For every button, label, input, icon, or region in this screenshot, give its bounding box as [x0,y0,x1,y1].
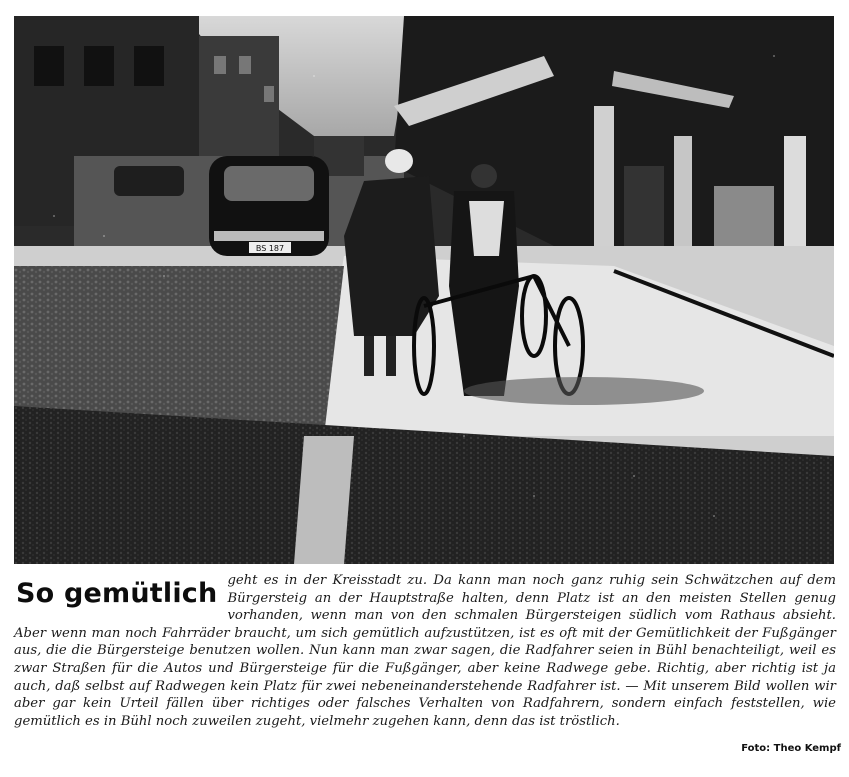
license-plate: BS 187 [255,244,285,253]
caption-body: geht es in der Kreisstadt zu. Da kann man noch ganz ruhig sein Schwätzchen auf dem Bürgersteig an der Hauptstraße halten, denn Platz ist an den meisten Stellen genug vorhanden, wenn man von den schmalen Bürgersteigen südlich vom Rathaus absieht. Aber wenn man noch Fahrräder braucht, um sich gemütlich aufzustützen, ist es oft mit der Gemütlichkeit der Fußgänger aus, die die Bürgersteige benutzen wollen. Nun kann man zwar sagen, die Radfahrer seien in Bühl benachteiligt, weil es zwar Straßen für die Autos und Bürgersteige für die Fußgänger, aber keine Radwege gebe. Richtig, aber richtig ist ja auch, daß selbst auf Radwegen kein Platz für zwei nebeneinanderstehende Radfahrer ist. — Mit unserem Bild wollen wir aber gar kein Urteil fällen über richtiges oder falsches Verhalten von Radfahrern, sondern einfach feststellen, wie gemütlich es in Bühl noch zuweilen zugeht, vielmehr zugehen kann, denn das ist tröstlich. [14,573,836,729]
street-scene-image [14,16,834,564]
photo-caption [14,572,836,730]
newspaper-photo [14,16,834,564]
photo-credit: Foto: Theo Kempf [741,743,841,754]
caption-headline: So gemütlich [16,578,218,609]
